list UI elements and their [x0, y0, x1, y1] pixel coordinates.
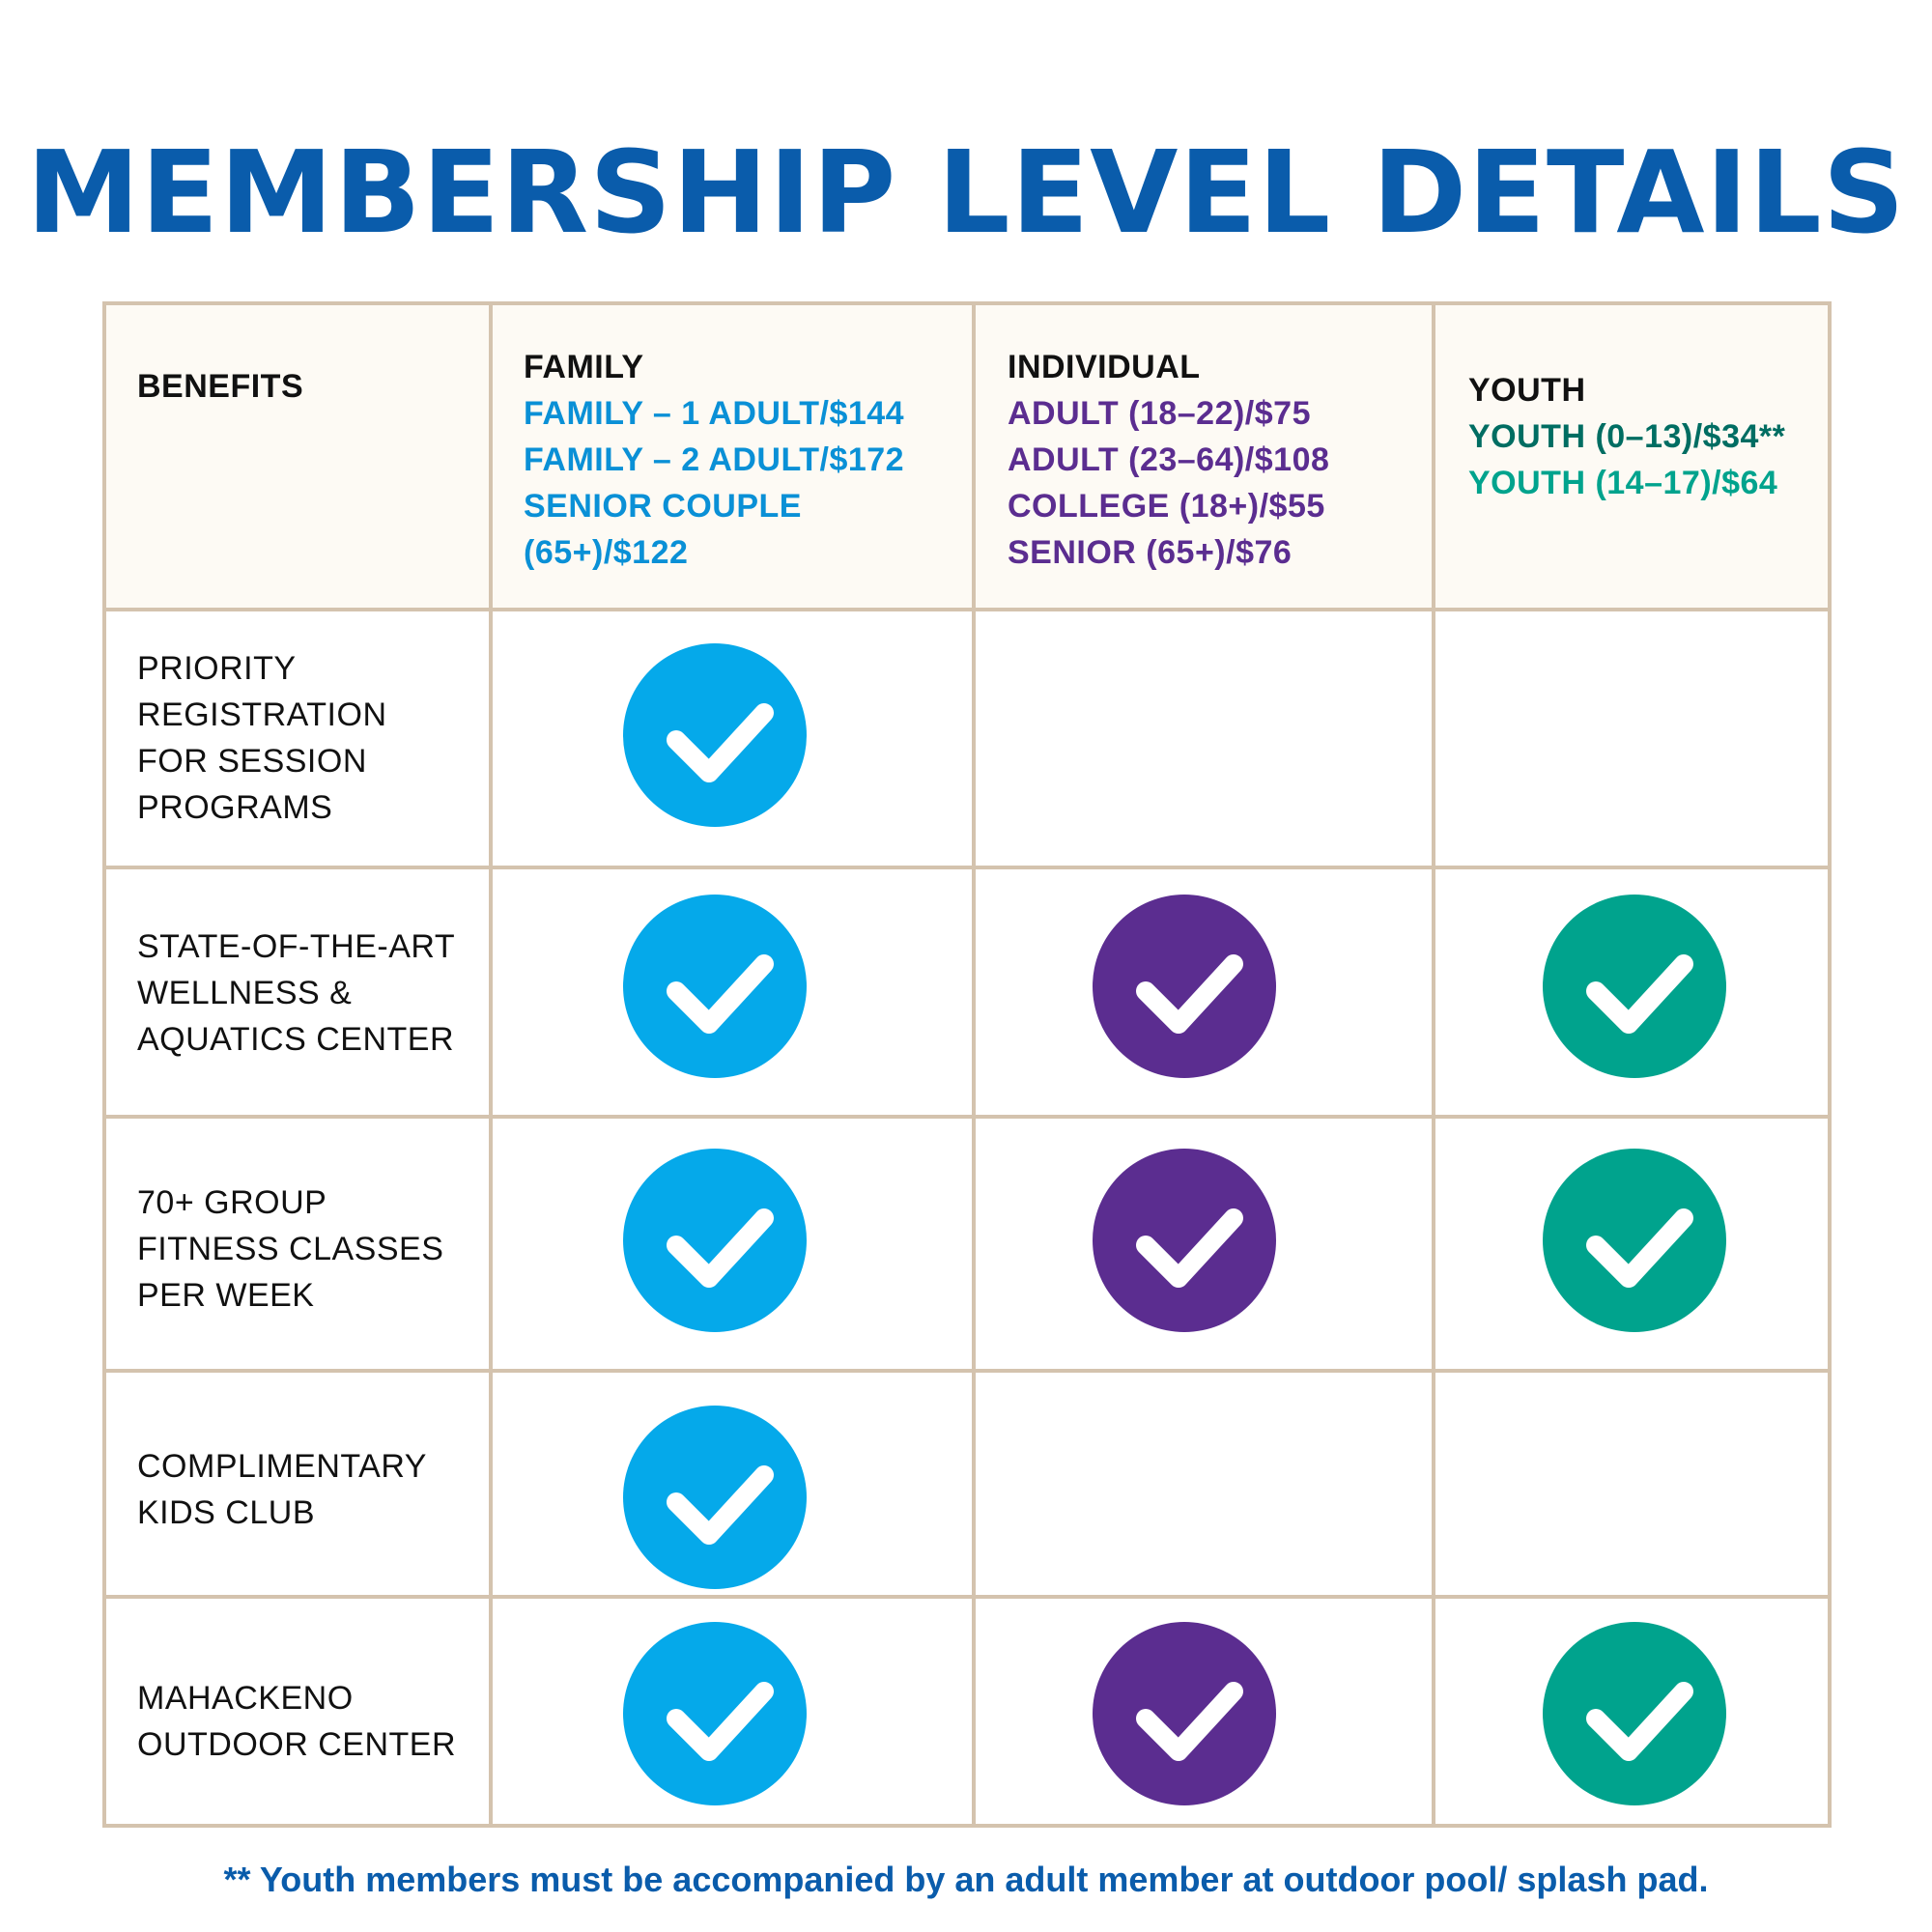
benefit-outdoor-center: MAHACKENO OUTDOOR CENTER — [137, 1680, 456, 1763]
check-circle-icon — [1543, 1622, 1726, 1805]
row-divider — [106, 866, 1828, 869]
check-circle-icon — [1093, 895, 1276, 1078]
row-divider — [106, 608, 1828, 611]
header-youth — [1468, 367, 1785, 506]
individual-tier: ADULT (18–22)/$75 — [1008, 395, 1311, 432]
check-circle-icon — [623, 1406, 807, 1589]
individual-tier: COLLEGE (18+)/$55 — [1008, 488, 1325, 525]
family-tier: SENIOR COUPLE — [524, 488, 802, 525]
check-circle-icon — [1543, 1149, 1726, 1332]
check-circle-icon — [1093, 1149, 1276, 1332]
benefit-priority-registration: PRIORITY REGISTRATION FOR SESSION PROGRAMS — [137, 650, 387, 826]
row-divider — [106, 1115, 1828, 1119]
header-individual — [1008, 344, 1329, 576]
youth-tier: YOUTH (14–17)/$64 — [1468, 465, 1778, 501]
individual-label: INDIVIDUAL — [1008, 349, 1201, 385]
check-circle-icon — [623, 895, 807, 1078]
row-divider — [106, 1369, 1828, 1373]
benefit-wellness-aquatics: STATE-OF-THE-ART WELLNESS & AQUATICS CENTER — [137, 928, 456, 1058]
family-tier: (65+)/$122 — [524, 534, 689, 571]
youth-label: YOUTH — [1468, 372, 1586, 409]
check-circle-icon — [1093, 1622, 1276, 1805]
footnote: ** Youth members must be accompanied by an adult member at outdoor pool/ splash pad. — [223, 1860, 1709, 1899]
header-benefits: BENEFITS — [137, 368, 304, 405]
individual-tier: ADULT (23–64)/$108 — [1008, 441, 1330, 478]
family-tier: FAMILY – 2 ADULT/$172 — [524, 441, 905, 478]
check-circle-icon — [1543, 895, 1726, 1078]
check-circle-icon — [623, 1622, 807, 1805]
row-divider — [106, 1595, 1828, 1599]
benefit-kids-club: COMPLIMENTARY KIDS CLUB — [137, 1448, 427, 1531]
individual-tier: SENIOR (65+)/$76 — [1008, 534, 1293, 571]
youth-tier: YOUTH (0–13)/$34** — [1468, 418, 1786, 455]
header-family — [524, 344, 904, 576]
family-label: FAMILY — [524, 349, 644, 385]
family-tier: FAMILY – 1 ADULT/$144 — [524, 395, 905, 432]
check-circle-icon — [623, 643, 807, 827]
benefit-group-fitness: 70+ GROUP FITNESS CLASSES PER WEEK — [137, 1184, 444, 1314]
membership-table — [102, 301, 1832, 1828]
page-title: MEMBERSHIP LEVEL DETAILS — [26, 126, 1906, 259]
check-circle-icon — [623, 1149, 807, 1332]
